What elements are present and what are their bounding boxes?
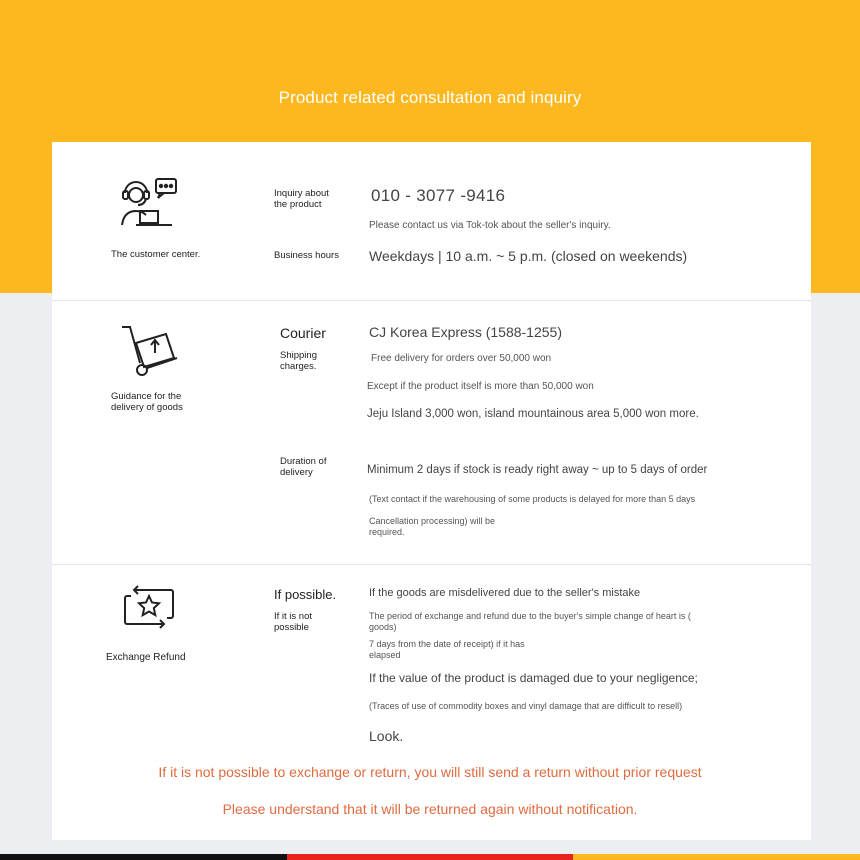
delay-note: (Text contact if the warehousing of some products is delayed for more than 5 days [369,494,696,504]
look-text: Look. [369,728,404,744]
if-possible-label: If possible. [274,587,337,602]
info-card [52,142,811,840]
courier-value: CJ Korea Express (1588-1255) [369,324,562,340]
customer-center-caption: The customer center. [111,249,201,260]
cancel-note: Cancellation processing) will be required. [369,516,496,537]
business-hours-value: Weekdays | 10 a.m. ~ 5 p.m. (closed on weekends) [369,248,688,264]
notice-line-1: If it is not possible to exchange or return, you will still send a return without prior request [158,764,702,780]
phone-number: 010 - 3077 -9416 [371,186,506,205]
except-text: Except if the product itself is more than 50,000 won [367,381,594,392]
jeju-text: Jeju Island 3,000 won, island mountainous area 5,000 won more. [367,408,699,420]
duration-label: Duration of delivery [280,456,327,478]
inquiry-label: Inquiry about the product [274,188,329,210]
exchange-caption: Exchange Refund [106,652,186,663]
shipping-charges-label: Shipping charges. [280,350,317,372]
page-title: Product related consultation and inquiry [278,88,582,107]
bar-black [0,854,287,860]
star-exchange-icon [121,584,177,632]
hand-truck-icon [119,323,179,379]
bar-yellow [573,854,860,860]
misdelivered-text: If the goods are misdelivered due to the seller's mistake [369,587,641,599]
traces-text: (Traces of use of commodity boxes and vinyl damage that are difficult to resell) [369,701,683,711]
inquiry-note: Please contact us via Tok-tok about the seller's inquiry. [369,220,611,231]
if-not-possible-label: If it is not possible [274,611,313,633]
headset-agent-icon [118,177,180,229]
delivery-caption: Guidance for the delivery of goods [111,391,183,413]
section-divider [52,564,811,565]
free-delivery-text: Free delivery for orders over 50,000 won [371,353,552,364]
damaged-text: If the value of the product is damaged due to your negligence; [369,671,698,685]
period-text: The period of exchange and refund due to the buyer's simple change of heart is ( goods) [369,611,691,632]
business-hours-label: Business hours [274,250,339,261]
notice-line-2: Please understand that it will be returned again without notification. [222,801,638,817]
bar-red [287,854,574,860]
courier-label: Courier [280,325,326,341]
duration-value: Minimum 2 days if stock is ready right away ~ up to 5 days of order [367,464,708,476]
seven-days-text: 7 days from the date of receipt) if it has elapsed [369,639,525,660]
section-divider [52,300,811,301]
bottom-color-bar [0,854,860,860]
